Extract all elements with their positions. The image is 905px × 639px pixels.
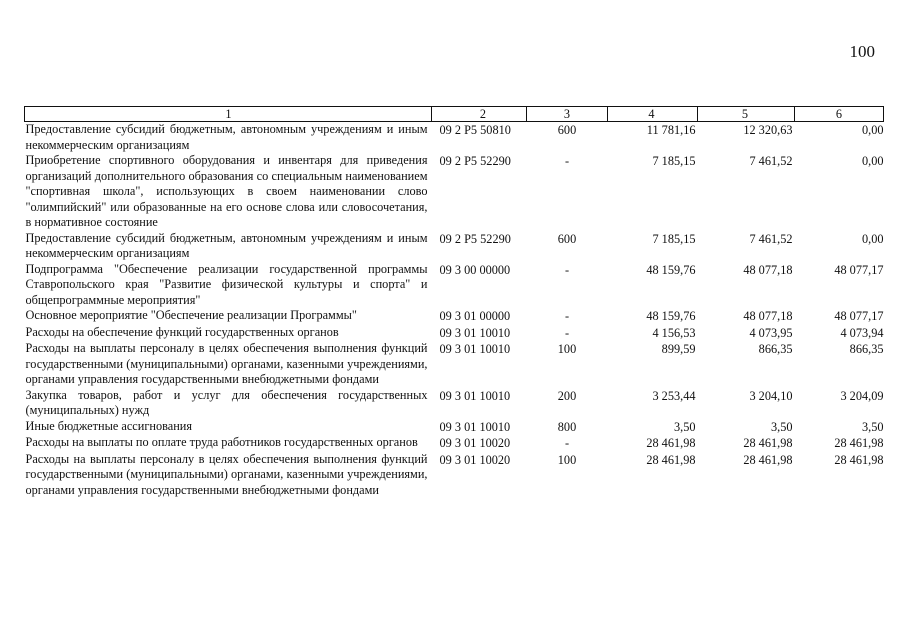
row-value-3: 4 073,94 — [840, 325, 884, 340]
row-code: 09 3 01 10010 — [439, 419, 511, 434]
row-type: 100 — [557, 342, 577, 356]
row-name: Расходы на обеспечение функций государственных органов — [25, 324, 339, 339]
row-value-2: 3,50 — [770, 419, 793, 434]
table-row — [25, 262, 884, 309]
row-code: 09 3 00 00000 — [439, 262, 511, 277]
row-type: - — [564, 262, 570, 277]
table-row — [25, 153, 884, 231]
row-value-1: 7 185,15 — [652, 154, 696, 168]
row-type: - — [564, 154, 570, 168]
table-row — [25, 341, 884, 388]
row-value-1: 11 781,16 — [646, 123, 696, 137]
row-name: Предоставление субсидий бюджетным, автономным учреждениям и иным некоммерческим организациям — [25, 122, 428, 152]
column-header-5: 5 — [698, 107, 795, 122]
row-code: 09 3 01 10010 — [439, 342, 511, 356]
row-name: Основное мероприятие "Обеспечение реализации Программы" — [25, 308, 357, 322]
row-type: 600 — [557, 231, 577, 246]
table-row — [25, 122, 884, 154]
row-value-2: 48 077,18 — [743, 309, 793, 323]
row-value-3: 48 077,17 — [834, 309, 884, 323]
row-type: 600 — [557, 123, 577, 137]
row-value-1: 48 159,76 — [646, 262, 696, 277]
row-name: Закупка товаров, работ и услуг для обеспечения государственных (муниципальных) нужд — [25, 387, 428, 417]
row-code: 09 2 P5 50810 — [439, 123, 511, 137]
row-name: Приобретение спортивного оборудования и инвентаря для приведения организаций дополнительного образования со специальным наименованием "спортивная школа", использующих в своем наименовании слово "олимпийский" или образованные на его основе слова или словосочетания, в нормативное состояние — [25, 153, 428, 229]
row-value-1: 3 253,44 — [652, 388, 696, 403]
row-type: 800 — [557, 419, 577, 434]
column-header-1: 1 — [25, 107, 432, 122]
table-row — [25, 388, 884, 419]
row-value-3: 866,35 — [849, 342, 884, 356]
row-value-2: 28 461,98 — [743, 452, 793, 467]
row-value-3: 0,00 — [861, 154, 884, 168]
row-value-1: 3,50 — [673, 419, 696, 434]
row-value-1: 28 461,98 — [646, 452, 696, 467]
table-header — [25, 107, 884, 122]
row-name: Расходы на выплаты персоналу в целях обеспечения выполнения функций государственными (муниципальными) органами, казенными учреждениями, органами управления государственными внебюджетными фондами — [25, 451, 428, 497]
row-value-2: 4 073,95 — [749, 325, 793, 340]
row-value-3: 0,00 — [861, 231, 884, 246]
table-body — [25, 122, 884, 499]
row-code: 09 3 01 10010 — [439, 388, 511, 403]
budget-table — [24, 106, 884, 498]
row-value-1: 4 156,53 — [652, 325, 696, 340]
row-value-1: 48 159,76 — [646, 309, 696, 323]
table-row — [25, 452, 884, 499]
row-value-2: 28 461,98 — [743, 436, 793, 450]
table-row — [25, 435, 884, 452]
row-code: 09 3 01 10010 — [439, 325, 511, 340]
column-header-2: 2 — [432, 107, 527, 122]
row-value-3: 48 077,17 — [834, 262, 884, 277]
row-value-1: 28 461,98 — [646, 436, 696, 450]
table-row — [25, 231, 884, 262]
header-row — [25, 107, 884, 122]
table-row — [25, 419, 884, 436]
table-row — [25, 308, 884, 325]
row-value-2: 3 204,10 — [749, 388, 793, 403]
row-code: 09 2 P5 52290 — [439, 231, 511, 246]
row-value-3: 3,50 — [861, 419, 884, 434]
row-name: Расходы на выплаты по оплате труда работников государственных органов — [25, 435, 418, 449]
row-value-3: 3 204,09 — [840, 388, 884, 403]
row-name: Иные бюджетные ассигнования — [25, 418, 193, 433]
row-value-2: 7 461,52 — [749, 154, 793, 168]
row-code: 09 3 01 00000 — [439, 309, 511, 323]
row-code: 09 2 P5 52290 — [439, 154, 511, 168]
row-value-3: 28 461,98 — [834, 436, 884, 450]
row-name: Предоставление субсидий бюджетным, автономным учреждениям и иным некоммерческим организациям — [25, 230, 428, 260]
row-value-1: 7 185,15 — [652, 231, 696, 246]
row-value-2: 7 461,52 — [749, 231, 793, 246]
row-type: - — [564, 436, 570, 450]
row-value-2: 866,35 — [758, 342, 793, 356]
row-name: Подпрограмма "Обеспечение реализации государственной программы Ставропольского края "Развитие физической культуры и спорта" и общепрограммные мероприятия" — [25, 261, 428, 307]
row-value-2: 48 077,18 — [743, 262, 793, 277]
row-value-1: 899,59 — [661, 342, 696, 356]
row-value-2: 12 320,63 — [743, 123, 793, 137]
row-type: - — [564, 309, 570, 323]
column-header-3: 3 — [527, 107, 608, 122]
row-code: 09 3 01 10020 — [439, 436, 511, 450]
row-value-3: 0,00 — [861, 123, 884, 137]
column-header-6: 6 — [795, 107, 884, 122]
row-type: 200 — [557, 388, 577, 403]
row-name: Расходы на выплаты персоналу в целях обеспечения выполнения функций государственными (муниципальными) органами, казенными учреждениями, органами управления государственными внебюджетными фондами — [25, 341, 428, 386]
table-row — [25, 325, 884, 342]
row-type: - — [564, 325, 570, 340]
column-header-4: 4 — [608, 107, 698, 122]
page-number: 100 — [849, 42, 875, 61]
row-code: 09 3 01 10020 — [439, 452, 511, 467]
row-value-3: 28 461,98 — [834, 452, 884, 467]
row-type: 100 — [557, 452, 577, 467]
